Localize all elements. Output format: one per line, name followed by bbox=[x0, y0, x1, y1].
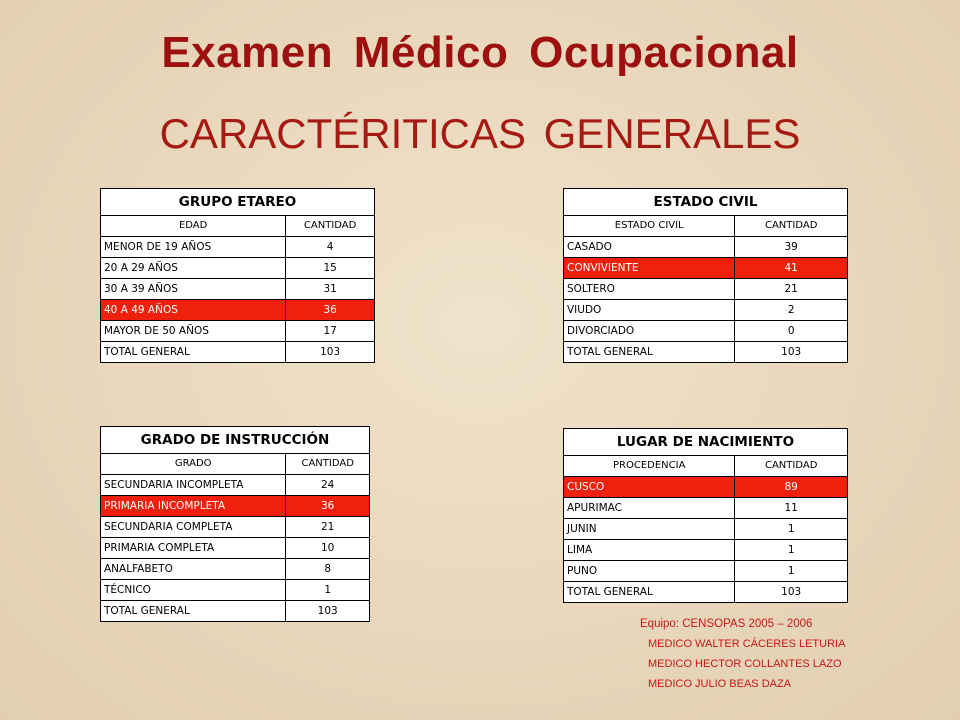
cell-value: 2 bbox=[735, 300, 848, 321]
column-header: EDAD bbox=[101, 216, 286, 237]
table-estado-civil bbox=[563, 188, 848, 363]
cell-label: TOTAL GENERAL bbox=[564, 342, 735, 363]
cell-label: SECUNDARIA COMPLETA bbox=[101, 517, 286, 538]
credits-block bbox=[640, 614, 845, 694]
cell-label: TÉCNICO bbox=[101, 580, 286, 601]
table-row bbox=[564, 519, 848, 540]
cell-label: SOLTERO bbox=[564, 279, 735, 300]
table-row bbox=[564, 321, 848, 342]
cell-label: MENOR DE 19 AÑOS bbox=[101, 237, 286, 258]
column-header: CANTIDAD bbox=[735, 456, 848, 477]
cell-label: JUNIN bbox=[564, 519, 735, 540]
cell-value: 103 bbox=[735, 582, 848, 603]
cell-value: 1 bbox=[735, 561, 848, 582]
column-header: CANTIDAD bbox=[286, 216, 375, 237]
cell-value: 10 bbox=[286, 538, 370, 559]
cell-value: 36 bbox=[286, 496, 370, 517]
cell-label: DIVORCIADO bbox=[564, 321, 735, 342]
doctor-credit: MEDICO JULIO BEAS DAZA bbox=[648, 678, 792, 690]
table-row bbox=[564, 498, 848, 519]
table-row bbox=[564, 540, 848, 561]
cell-value: 17 bbox=[286, 321, 375, 342]
page-subtitle: CARACTÉRITICAS GENERALES bbox=[159, 110, 801, 157]
cell-label: SECUNDARIA INCOMPLETA bbox=[101, 475, 286, 496]
cell-value: 41 bbox=[735, 258, 848, 279]
cell-value: 89 bbox=[735, 477, 848, 498]
cell-value: 0 bbox=[735, 321, 848, 342]
cell-label: LIMA bbox=[564, 540, 735, 561]
table-row bbox=[101, 559, 370, 580]
column-header: CANTIDAD bbox=[735, 216, 848, 237]
cell-value: 21 bbox=[735, 279, 848, 300]
cell-label: CASADO bbox=[564, 237, 735, 258]
cell-value: 36 bbox=[286, 300, 375, 321]
cell-label: PRIMARIA COMPLETA bbox=[101, 538, 286, 559]
cell-label: MAYOR DE 50 AÑOS bbox=[101, 321, 286, 342]
cell-value: 103 bbox=[286, 601, 370, 622]
table-row-total bbox=[564, 582, 848, 603]
cell-value: 31 bbox=[286, 279, 375, 300]
table-row bbox=[101, 258, 375, 279]
cell-label: 30 A 39 AÑOS bbox=[101, 279, 286, 300]
column-header: ESTADO CIVIL bbox=[564, 216, 735, 237]
cell-label: CUSCO bbox=[564, 477, 735, 498]
cell-value: 103 bbox=[735, 342, 848, 363]
cell-label: VIUDO bbox=[564, 300, 735, 321]
cell-value: 15 bbox=[286, 258, 375, 279]
cell-value: 1 bbox=[286, 580, 370, 601]
table-row bbox=[101, 321, 375, 342]
table-caption: ESTADO CIVIL bbox=[564, 189, 848, 216]
cell-label: 20 A 29 AÑOS bbox=[101, 258, 286, 279]
cell-value: 39 bbox=[735, 237, 848, 258]
column-header: PROCEDENCIA bbox=[564, 456, 735, 477]
table-row-total bbox=[101, 601, 370, 622]
table-row bbox=[101, 237, 375, 258]
cell-label: ANALFABETO bbox=[101, 559, 286, 580]
table-row-highlighted bbox=[564, 477, 848, 498]
cell-value: 1 bbox=[735, 519, 848, 540]
table-row bbox=[101, 279, 375, 300]
cell-label: PRIMARIA INCOMPLETA bbox=[101, 496, 286, 517]
cell-label: CONVIVIENTE bbox=[564, 258, 735, 279]
cell-label: TOTAL GENERAL bbox=[564, 582, 735, 603]
cell-label: 40 A 49 AÑOS bbox=[101, 300, 286, 321]
table-row bbox=[101, 517, 370, 538]
cell-value: 103 bbox=[286, 342, 375, 363]
table-row bbox=[101, 475, 370, 496]
table-caption: LUGAR DE NACIMIENTO bbox=[564, 429, 848, 456]
team-credit: Equipo: CENSOPAS 2005 – 2006 bbox=[640, 618, 813, 630]
table-grupo-etareo bbox=[100, 188, 375, 363]
page-title: Examen Médico Ocupacional bbox=[161, 28, 799, 77]
table-row bbox=[564, 279, 848, 300]
cell-value: 21 bbox=[286, 517, 370, 538]
table-caption: GRUPO ETAREO bbox=[101, 189, 375, 216]
doctor-credit: MEDICO WALTER CÁCERES LETURIA bbox=[648, 638, 846, 650]
doctor-credit: MEDICO HECTOR COLLANTES LAZO bbox=[648, 658, 842, 670]
table-row-highlighted bbox=[101, 496, 370, 517]
cell-value: 24 bbox=[286, 475, 370, 496]
cell-value: 1 bbox=[735, 540, 848, 561]
cell-value: 4 bbox=[286, 237, 375, 258]
table-row-total bbox=[101, 342, 375, 363]
table-caption: GRADO DE INSTRUCCIÓN bbox=[101, 427, 370, 454]
column-header: GRADO bbox=[101, 454, 286, 475]
table-row-highlighted bbox=[564, 258, 848, 279]
table-row bbox=[101, 538, 370, 559]
cell-label: TOTAL GENERAL bbox=[101, 601, 286, 622]
cell-label: APURIMAC bbox=[564, 498, 735, 519]
table-row bbox=[101, 580, 370, 601]
table-row-highlighted bbox=[101, 300, 375, 321]
column-header: CANTIDAD bbox=[286, 454, 370, 475]
table-row bbox=[564, 237, 848, 258]
cell-value: 8 bbox=[286, 559, 370, 580]
cell-label: PUNO bbox=[564, 561, 735, 582]
table-row bbox=[564, 561, 848, 582]
cell-value: 11 bbox=[735, 498, 848, 519]
table-row-total bbox=[564, 342, 848, 363]
table-lugar-nacimiento bbox=[563, 428, 848, 603]
cell-label: TOTAL GENERAL bbox=[101, 342, 286, 363]
table-grado-instruccion bbox=[100, 426, 370, 622]
table-row bbox=[564, 300, 848, 321]
